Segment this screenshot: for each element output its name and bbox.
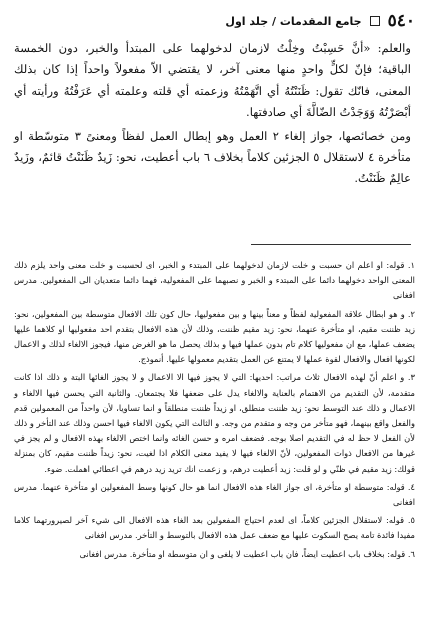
footnote: ٥. قوله: لاستقلال الجزئين كلاماً، اى لعدم احتياج المفعولين بعد الغاء هذه الافعال الى شيء آخر لصيرورتهما كلاما مفيدا فائدة تامة يصح السكوت عليها مع ضعف عمل هذه الافعال بالتوسط و التأخر. مدرس افغانى <box>14 515 415 541</box>
footnote: ٣. و اعلم أنّ لهذه الافعال ثلاث مراتب: احديها: التي لا يجوز فيها الا الاعمال و لا يجوز الغائها البتة و ذلك اذا كانت متقدمة، لأن التقديم من الاهتمام بالعناية والالغاء يدل على ضعفها فلا يجتمعان. والثانية التي يحسن فيها الالغاء و الاعمال و ذلك عند التوسط نحو: زيد ظننت منطلق، او زيداً ظننت منطلقاً و انما تساويا، لأن واحداً من المعمولين قدم والفعل واقع بينهما، فهو متأخر من وجه و متقدم من وجه. و الثالث التي يكون الالغاء فيها احسن وذلك عند التأخر و ذلك لأن الفعل لا حظ له في التقديم اصلا بوجه. فضعف امره و حسن الغائه وانما اختص الالغاء بهذه الافعال و لم يجز في غيرها من الافعال ذوات المفعولين، لأنّ الالغاء فيها لا يفيد معنى الكلام اذا لغيت، نحو: زيداً ظننت مقيم، كان بمنزلة قولك: زيد مقيم في ظنّي و لو قلت: زيد أعطيت درهم، و زعمت انك تريد زيد درهم في اعطائي اهملت. ضوء. <box>14 372 415 474</box>
main-paragraph: والعلم: «أنَّ حَسِبْتُ وخِلْتُ لازمان لدخولهما على المبتدأ والخبر، دون الخمسة الباقية؛ فإنّ لكلٍّ واحدٍ منها معنى آخر، لا يقتضي الاّ مفعولاً واحداً إذا كان بذلك المعنى، فانّك تقول: ظَنَنْتُهُ أي اتَّهَمْتُهُ وزعمته أي قلته وعلمته أي عَرَفْتُهُ ورأيته أي أبْصَرْتُهُ وَوَجَدْتُ الضّالَّةَ أي صادفتها. <box>14 41 411 120</box>
footnote: ٢. و هو ابطال علاقة المفعولية لفظاً و معناً بينها و بين مفعوليها، حال كون تلك الافعال متوسطة بين المفعولين، نحو: زيد ظننت مقيم، او متأخرة عنهما، نحو: زيد مقيم ظننت، وذلك لأن هذه الافعال بتقدم احد مفعوليها او كلاهما عليها يضعف عملها، مع ان مفعوليها كلام تام بدون عملها فيها و بذلك يحصل ما هو الغرض منها، فيجوز الالغاء لذلك و الاعمال لكونها افعال والافعال لقوة عملها لا يمتنع عن العمل بتقديم معمولها عليها. أنموذج. <box>14 308 415 365</box>
square-icon <box>370 16 380 26</box>
footnotes <box>14 258 415 565</box>
book-title: جامع المقدمات / جلد اول <box>225 14 362 28</box>
page-number: ٥٤٠ <box>387 11 415 31</box>
footnote: ٦. قوله: بخلاف باب اعطيت ايضاً، فان باب اعطيت لا يلغى و ان متوسطة او متأخرة. مدرس افغانى <box>79 548 415 559</box>
main-paragraph: ومن خصائصها، جواز إلغاء ٢ العمل وهو إبطال العمل لفظاً ومعنىً ٣ متوسّطة او متأخرة ٤ لاستقلال ٥ الجزئين كلاماً بخلاف ٦ باب أعطيت، نحو: زَيدٌ ظَنَنْتُ قائمٌ، وزَيدٌ عالِمٌ ظَنَنْتُ. <box>14 128 411 186</box>
footnote: ١. قوله: او اعلم ان حسبت و خلت لازمان لدخولهما على المبتدء و الخبر، اى لحسبت و خلت معنى واحد يلزم ذلك المعنى الواحد دخولهما دائما على المبتدء و الخبر و نصبهما على المفعولية، فهما دائما متعديان الى المفعولين. مدرس افغانى <box>14 260 415 301</box>
main-text <box>14 38 411 192</box>
footnote: ٤. قوله: متوسطة او متأخرة، اى جواز الغاء هذه الافعال انما هو حال كونها وسط المفعولين او متأخرة عنهما. مدرس افغانى <box>14 481 415 508</box>
page-header <box>14 10 415 32</box>
footnote-divider <box>251 244 411 245</box>
